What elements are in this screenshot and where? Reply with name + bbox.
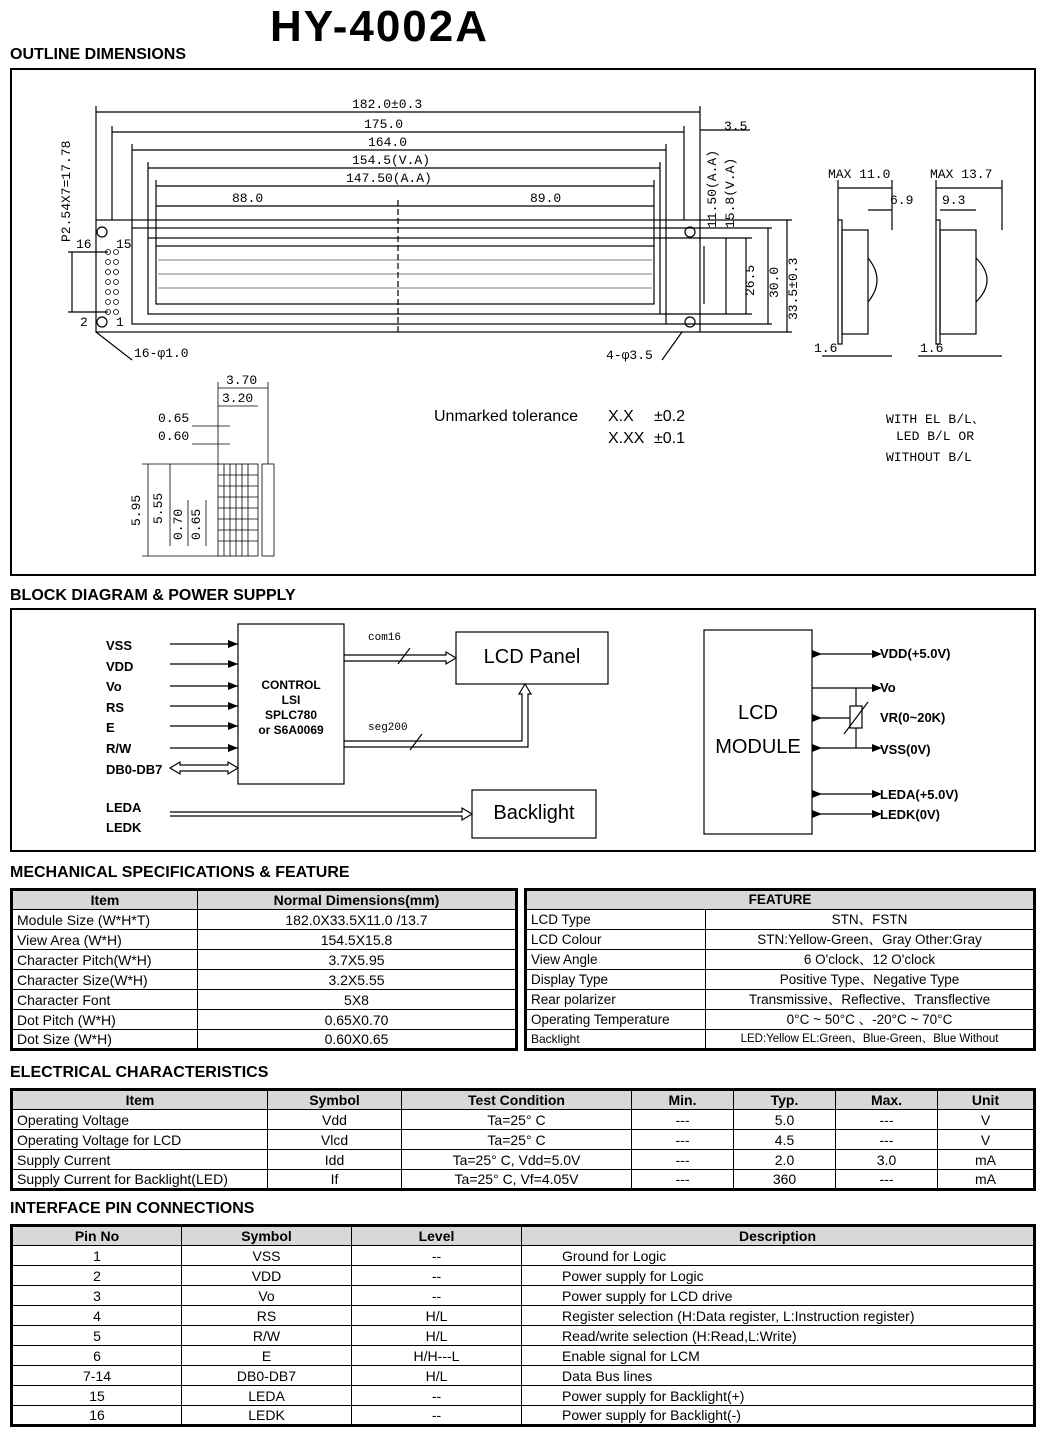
dim-175: 175.0 — [364, 117, 404, 132]
dim-147: 147.50(A.A) — [346, 171, 432, 186]
dim-1-6a: 1.6 — [814, 341, 838, 356]
dim-pitch: P2.54X7=17.78 — [59, 140, 74, 242]
elec-table: Item Symbol Test Condition Min. Typ. Max. Unit Operating Voltage Vdd Ta=25° C --- 5.0 --- V Operating Voltage for LCD Vlcd Ta=25° C --- 4.5 --- V Supply Current Idd Ta=25° C, Vdd=5.0V --- 2.0 3.0 mA Supply Current for Backlight(LED) If Ta=25° C, Vf=4.05V --- 360 --- mA — [10, 1088, 1036, 1191]
table-row: 4 RS H/L Register selection (H:Data register, L:Instruction register) — [12, 1306, 1035, 1326]
table-row: LCD Colour STN:Yellow-Green、Gray Other:Gray — [526, 930, 1035, 950]
table-row: Supply Current Idd Ta=25° C, Vdd=5.0V --- 2.0 3.0 mA — [12, 1150, 1035, 1170]
input-vdd: VDD — [106, 658, 134, 674]
mech-header-dims: Normal Dimensions(mm) — [198, 890, 517, 910]
tolerance-key-2: X.XX — [608, 430, 645, 447]
dim-15-8: 15.8(V.A) — [723, 157, 738, 228]
right-leda: LEDA(+5.0V) — [880, 787, 959, 802]
table-row: Character Pitch(W*H) 3.7X5.95 — [12, 950, 517, 970]
right-ledk: LEDK(0V) — [880, 807, 940, 822]
table-row: Dot Size (W*H) 0.60X0.65 — [12, 1030, 517, 1050]
table-row: 7-14 DB0-DB7 H/L Data Bus lines — [12, 1366, 1035, 1386]
right-vr: VR(0~20K) — [880, 710, 946, 725]
table-row: 16 LEDK -- Power supply for Backlight(-) — [12, 1406, 1035, 1426]
dim-holes-4: 4-φ3.5 — [606, 348, 653, 363]
feature-header: FEATURE — [526, 890, 1035, 910]
dim-0-65: 0.65 — [158, 411, 190, 426]
right-vdd: VDD(+5.0V) — [880, 646, 951, 661]
dim-holes-16: 16-φ1.0 — [134, 346, 189, 361]
table-row: Backlight LED:Yellow EL:Green、Blue-Green、Blue Without — [526, 1030, 1035, 1050]
backlight-label: Backlight — [493, 802, 575, 824]
table-row: Supply Current for Backlight(LED) If Ta=25° C, Vf=4.05V --- 360 --- mA — [12, 1170, 1035, 1190]
side-view-2 — [940, 230, 976, 334]
tolerance-key-1: X.X — [608, 408, 634, 425]
section-title-mech: MECHANICAL SPECIFICATIONS & FEATURE — [10, 864, 350, 881]
dim-3-20: 3.20 — [222, 391, 254, 406]
dim-88: 88.0 — [232, 191, 264, 206]
section-title-elec: ELECTRICAL CHARACTERISTICS — [10, 1064, 269, 1081]
backlight-note-2: LED B/L OR — [896, 429, 975, 444]
block-diagram-frame — [10, 608, 1036, 852]
right-vo: Vo — [880, 680, 896, 695]
tolerance-val-2: ±0.1 — [654, 430, 686, 447]
backlight-note-3: WITHOUT B/L — [886, 450, 972, 465]
input-vo: Vo — [106, 679, 122, 695]
mech-table — [10, 888, 518, 1051]
pin-label-1: 1 — [116, 315, 124, 330]
table-row: 15 LEDA -- Power supply for Backlight(+) — [12, 1386, 1035, 1406]
section-title-outline: OUTLINE DIMENSIONS — [10, 46, 187, 63]
dim-max-11: MAX 11.0 — [828, 167, 891, 182]
input-rs: RS — [106, 699, 125, 715]
tolerance-label: Unmarked tolerance — [434, 408, 579, 425]
com16-label: com16 — [368, 632, 402, 644]
table-row: 1 VSS -- Ground for Logic — [12, 1246, 1035, 1266]
side-view-1 — [842, 230, 868, 334]
dim-154: 154.5(V.A) — [352, 153, 431, 168]
dim-0-65b: 0.65 — [189, 508, 204, 540]
table-row: Dot Pitch (W*H) 0.65X0.70 — [12, 1010, 517, 1030]
mount-hole-tl — [97, 227, 107, 237]
dim-33-5: 33.5±0.3 — [786, 257, 801, 320]
section-title-block: BLOCK DIAGRAM & POWER SUPPLY — [10, 587, 296, 604]
page-title: HY-4002A — [270, 2, 490, 51]
tolerance-val-1: ±0.2 — [654, 408, 686, 425]
table-row: View Angle 6 O'clock、12 O'clock — [526, 950, 1035, 970]
table-row: Operating Voltage Vdd Ta=25° C --- 5.0 --- V — [12, 1110, 1035, 1130]
pin-label-16: 16 — [76, 237, 92, 252]
table-row: Rear polarizer Transmissive、Reflective、Transflective — [526, 990, 1035, 1010]
pin-label-2: 2 — [80, 315, 88, 330]
dim-9-3: 9.3 — [942, 193, 966, 208]
feature-table — [524, 888, 1036, 1051]
block-inputs — [106, 636, 162, 780]
pins-table: Pin No Symbol Level Description 1 VSS -- Ground for Logic 2 VDD -- Power supply for Logic 3 Vo -- Power supply for LCD drive 4 RS H/L Register selection (H:Data register, L:Instruction register) 5 R/W H/L Read/write selection (H:Read,L:Write) 6 E H/H---L Enable signal for LCM 7-14 DB0-DB7 H/L Data Bus lines 15 LEDA -- Power supply for Backlight(+) 16 LEDK -- Power supply for Backlight(-) — [10, 1224, 1036, 1427]
input-db: DB0-DB7 — [106, 761, 163, 777]
mount-hole-br — [685, 317, 695, 327]
mech-header-item: Item — [12, 890, 198, 910]
table-row: 6 E H/H---L Enable signal for LCM — [12, 1346, 1035, 1366]
dim-5-55: 5.55 — [151, 492, 166, 524]
dim-3-5: 3.5 — [724, 119, 748, 134]
outline-drawing-frame — [10, 68, 1036, 576]
pin-label-15: 15 — [116, 237, 132, 252]
pin-header — [106, 250, 119, 315]
dim-182: 182.0±0.3 — [352, 97, 423, 112]
lcd-panel-label: LCD Panel — [483, 646, 581, 668]
dim-6-9: 6.9 — [890, 193, 914, 208]
backlight-note-1: WITH EL B/L、 — [886, 412, 985, 427]
dim-30-0: 30.0 — [767, 266, 782, 298]
input-vss: VSS — [106, 638, 133, 653]
input-e: E — [106, 720, 115, 736]
mount-hole-bl — [97, 317, 107, 327]
character-grid — [158, 260, 652, 288]
dim-max-13-7: MAX 13.7 — [930, 167, 993, 182]
table-row: 2 VDD -- Power supply for Logic — [12, 1266, 1035, 1286]
ledk-label: LEDK — [106, 820, 142, 835]
active-area — [156, 246, 654, 304]
seg200-label: seg200 — [368, 722, 408, 734]
table-row: Character Font 5X8 — [12, 990, 517, 1010]
input-rw: R/W — [106, 740, 132, 756]
dim-164: 164.0 — [368, 135, 408, 150]
variable-resistor — [850, 706, 862, 728]
right-vss: VSS(0V) — [880, 742, 931, 757]
lcd-module-label: LCD MODULE — [715, 702, 801, 758]
dim-0-70: 0.70 — [171, 508, 186, 540]
leda-label: LEDA — [106, 800, 142, 815]
section-title-pins: INTERFACE PIN CONNECTIONS — [10, 1200, 255, 1217]
table-row: 5 R/W H/L Read/write selection (H:Read,L:Write) — [12, 1326, 1035, 1346]
bezel-outline — [132, 228, 666, 324]
table-row: 3 Vo -- Power supply for LCD drive — [12, 1286, 1035, 1306]
dim-89: 89.0 — [530, 191, 562, 206]
dim-1-6b: 1.6 — [920, 341, 944, 356]
char-detail — [142, 382, 274, 556]
table-row: Character Size(W*H) 3.2X5.55 — [12, 970, 517, 990]
table-row: Operating Temperature 0°C ~ 50°C 、-20°C ~ 70°C — [526, 1010, 1035, 1030]
control-lsi-label: CONTROL LSI SPLC780 or S6A0069 — [258, 678, 324, 737]
outline-drawing — [12, 70, 1034, 574]
table-row: View Area (W*H) 154.5X15.8 — [12, 930, 517, 950]
table-row: LCD Type STN、FSTN — [526, 910, 1035, 930]
dim-5-95: 5.95 — [129, 494, 144, 526]
dim-3-70: 3.70 — [226, 373, 258, 388]
table-row: Display Type Positive Type、Negative Type — [526, 970, 1035, 990]
dim-26-5: 26.5 — [743, 264, 758, 296]
dim-0-60: 0.60 — [158, 429, 190, 444]
table-row: Operating Voltage for LCD Vlcd Ta=25° C --- 4.5 --- V — [12, 1130, 1035, 1150]
table-row: Module Size (W*H*T) 182.0X33.5X11.0 /13.7 — [12, 910, 517, 930]
view-area — [148, 238, 660, 314]
dim-11-50: 11.50(A.A) — [705, 149, 720, 228]
